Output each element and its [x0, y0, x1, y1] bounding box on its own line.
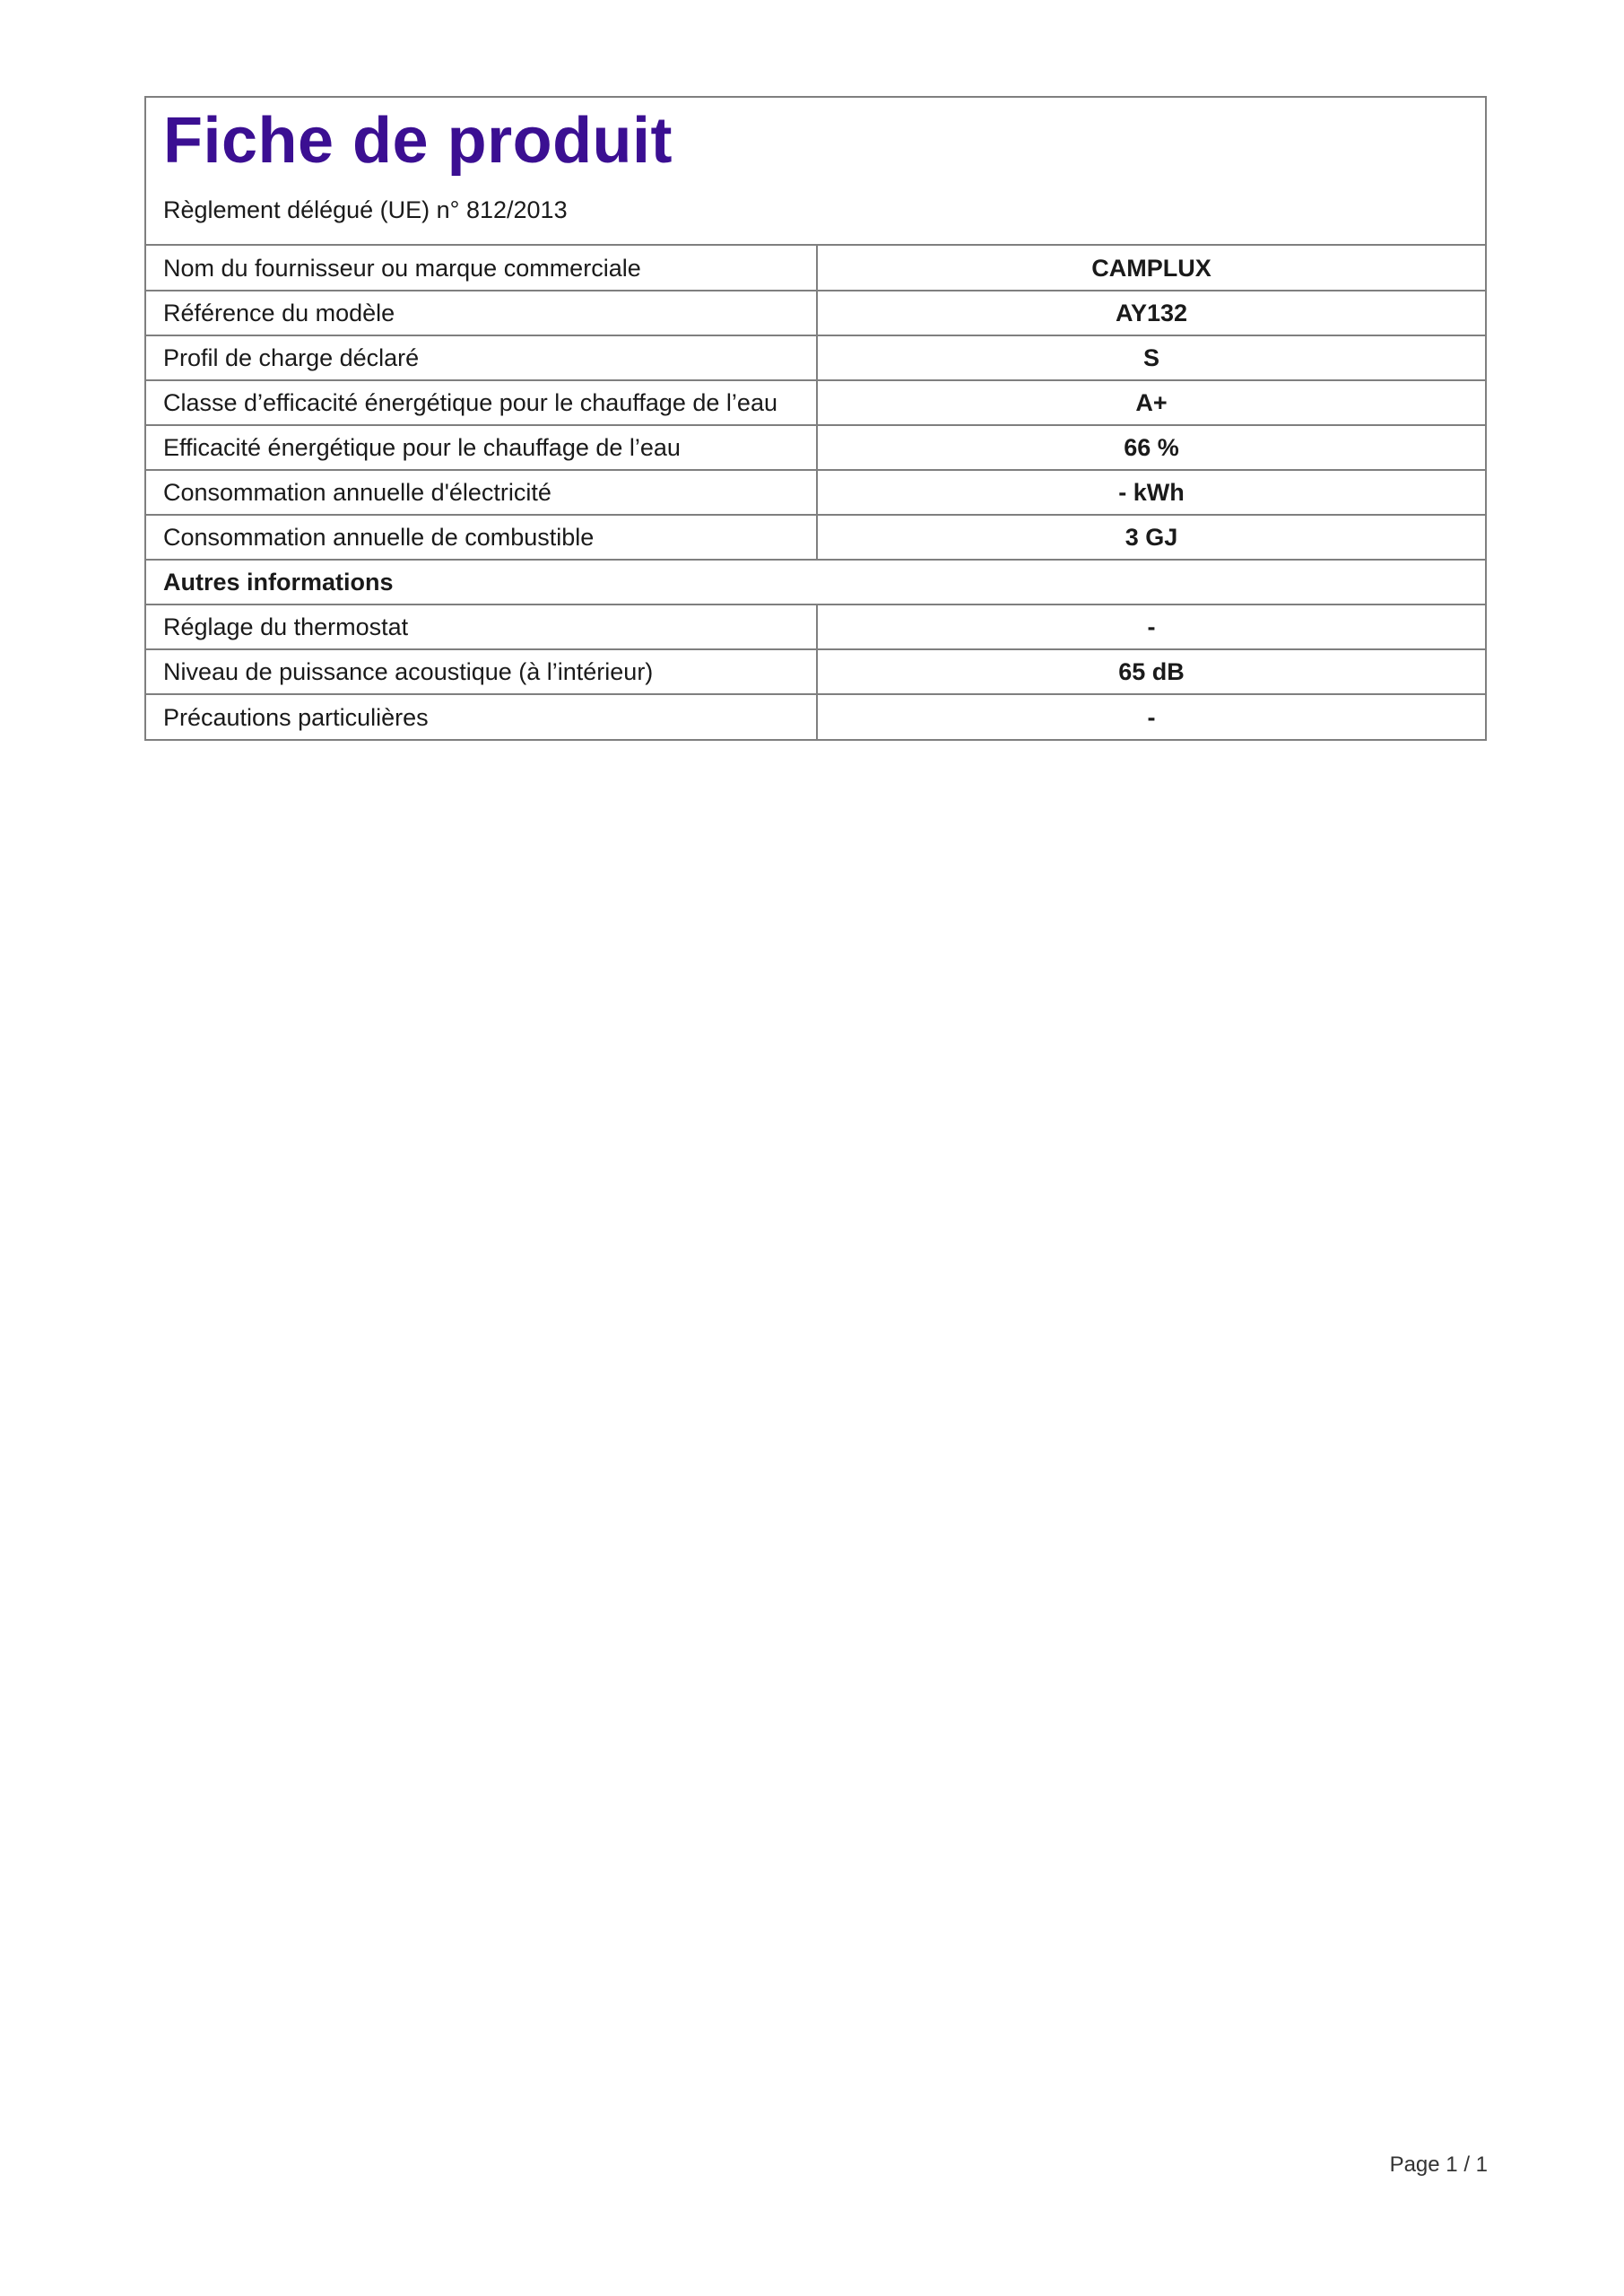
table-row [146, 380, 1485, 425]
row-value: A+ [817, 380, 1485, 425]
table-row [146, 291, 1485, 335]
row-label: Référence du modèle [146, 291, 817, 335]
row-value: - [817, 604, 1485, 649]
row-label: Réglage du thermostat [146, 604, 817, 649]
row-label: Niveau de puissance acoustique (à l’intérieur) [146, 649, 817, 694]
row-label: Classe d’efficacité énergétique pour le chauffage de l’eau [146, 380, 817, 425]
section-heading-row [146, 560, 1485, 604]
row-label: Consommation annuelle de combustible [146, 515, 817, 560]
table-row [146, 515, 1485, 560]
table-row [146, 335, 1485, 380]
row-label: Précautions particulières [146, 694, 817, 739]
row-label: Consommation annuelle d'électricité [146, 470, 817, 515]
table-row [146, 694, 1485, 739]
row-value: AY132 [817, 291, 1485, 335]
row-value: 66 % [817, 425, 1485, 470]
row-value: CAMPLUX [1091, 254, 1211, 282]
page-title: Fiche de produit [163, 105, 673, 177]
row-value: S [817, 335, 1485, 380]
row-label: Profil de charge déclaré [146, 335, 817, 380]
page-number: Page 1 / 1 [1389, 2152, 1488, 2177]
row-value: 65 dB [817, 649, 1485, 694]
table-row [146, 470, 1485, 515]
section-heading: Autres informations [146, 560, 1485, 604]
row-label: Efficacité énergétique pour le chauffage de l’eau [146, 425, 817, 470]
row-value: 3 GJ [817, 515, 1485, 560]
row-value: - kWh [817, 470, 1485, 515]
product-data-table [146, 246, 1485, 739]
table-row [146, 246, 1485, 291]
table-row [146, 604, 1485, 649]
regulation-subtitle: Règlement délégué (UE) n° 812/2013 [163, 196, 568, 223]
table-row [146, 649, 1485, 694]
row-label: Nom du fournisseur ou marque commerciale [146, 246, 817, 291]
row-value: - [817, 694, 1485, 739]
table-row [146, 425, 1485, 470]
sheet-header [146, 98, 1485, 246]
product-sheet [144, 96, 1487, 741]
